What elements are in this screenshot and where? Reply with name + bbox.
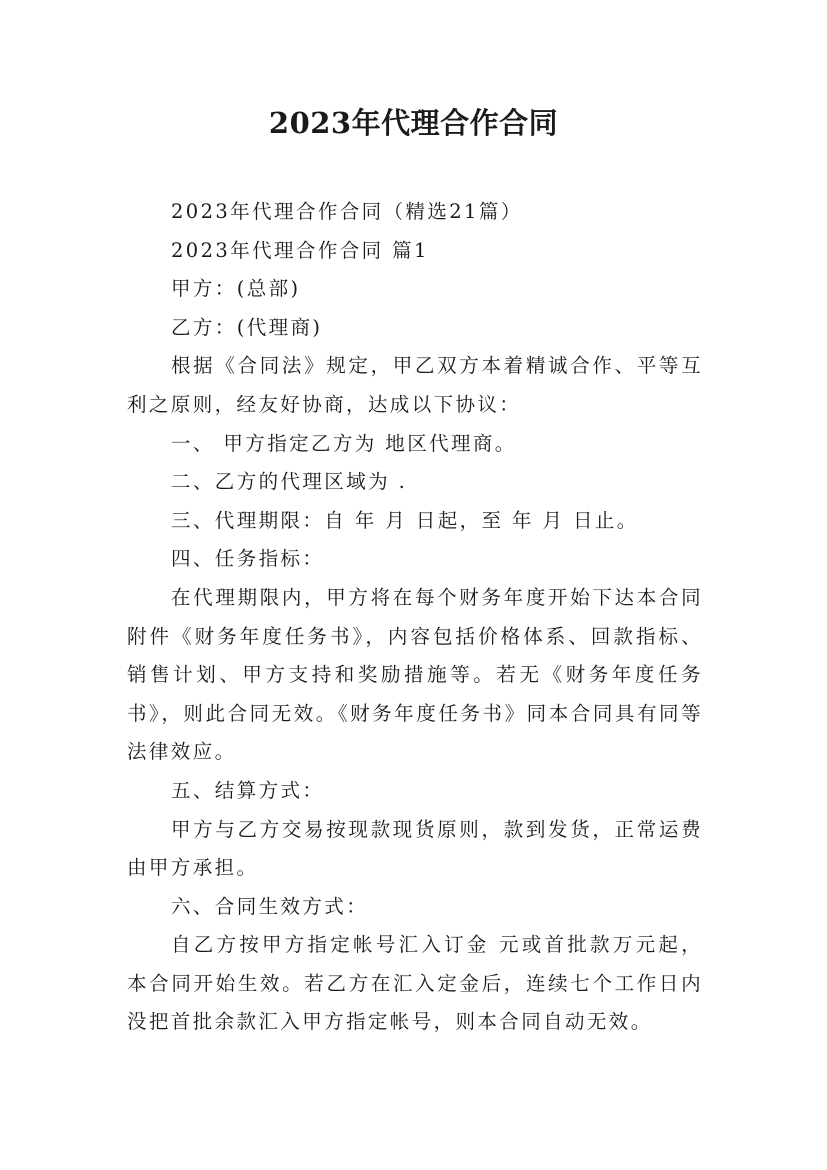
paragraph-clause-3: 三、代理期限：自 年 月 日起，至 年 月 日止。	[171, 508, 639, 532]
paragraph-clause-1: 一、 甲方指定乙方为 地区代理商。	[171, 431, 517, 455]
paragraph-section-heading: 2023年代理合作合同 篇1	[171, 238, 429, 262]
paragraph-clause-6-body: 自乙方按甲方指定帐号汇入订金 元或首批款万元起，本合同开始生效。若乙方在汇入定金后，连续七个工作日内没把首批余款汇入甲方指定帐号，则本合同自动无效。	[127, 933, 703, 1034]
paragraph-clause-5-heading: 五、结算方式：	[171, 778, 325, 802]
document-body	[127, 193, 703, 1042]
paragraph-subtitle: 2023年代理合作合同（精选21篇）	[171, 200, 523, 223]
paragraph-clause-2: 二、乙方的代理区域为 .	[171, 470, 408, 494]
paragraph-preamble: 根据《合同法》规定，甲乙双方本着精诚合作、平等互利之原则，经友好协商，达成以下协议：	[127, 354, 703, 416]
paragraph-party-b: 乙方：(代理商)	[171, 315, 323, 339]
paragraph-clause-6-heading: 六、合同生效方式：	[171, 894, 369, 918]
paragraph-clause-5-body: 甲方与乙方交易按现款现货原则，款到发货，正常运费由甲方承担。	[127, 817, 703, 880]
paragraph-party-a: 甲方：(总部)	[171, 277, 301, 301]
document-title: 2023年代理合作合同	[268, 106, 559, 140]
paragraph-clause-4-body: 在代理期限内，甲方将在每个财务年度开始下达本合同附件《财务年度任务书》，内容包括价格体系、回款指标、销售计划、甲方支持和奖励措施等。若无《财务年度任务书》，则此合同无效。《财务年度任务书》同本合同具有同等法律效应。	[127, 585, 703, 764]
paragraph-clause-4-heading: 四、任务指标：	[171, 547, 325, 571]
